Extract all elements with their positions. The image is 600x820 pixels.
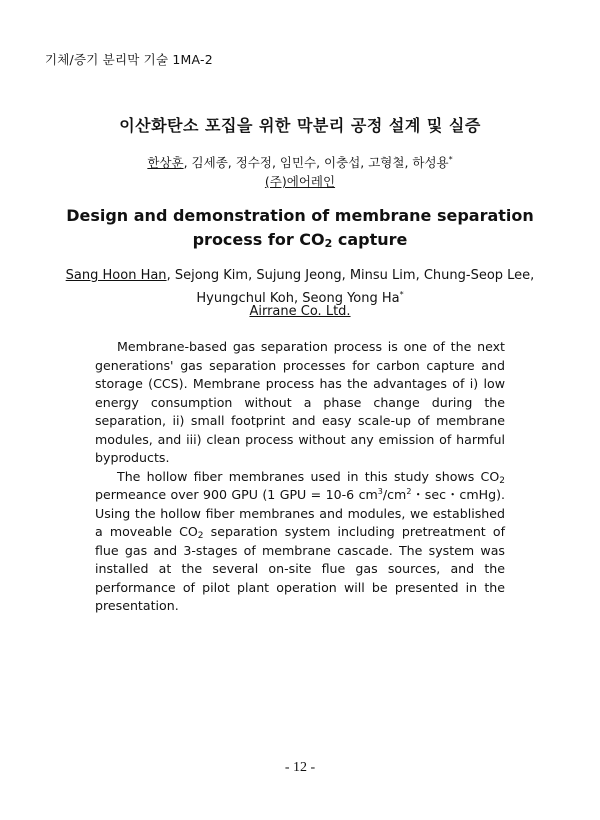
korean-title: 이산화탄소 포집을 위한 막분리 공정 설계 및 실증 [119,116,481,135]
abstract-p2-sub-1: 2 [499,475,505,486]
abstract-p2-text-d: ・sec・cmHg). Using the hollow fiber membranes and modules, we established a moveable CO [95,487,505,539]
page-number: - 12 - [284,760,316,775]
english-title-line2-pre: process for CO [192,230,325,249]
english-title-line1: Design and demonstration of membrane separation [66,206,534,225]
english-coauthors-line2: Hyungchul Koh, Seong Yong Ha [196,291,400,306]
english-title-line2-post: capture [332,230,408,249]
abstract-p2-sup-2: 2 [406,487,412,496]
abstract-body [95,338,505,616]
abstract-p2-text-c: /cm [382,487,407,502]
abstract-p2-sup-1: 3 [377,487,383,496]
english-affiliation [0,304,600,319]
korean-affiliation-text: (주)에어레인 [264,174,336,189]
english-presenting-author: Sang Hoon Han [65,268,167,283]
session-header: 기체/증기 분리막 기술 1MA-2 [45,52,213,67]
english-title-subscript: 2 [324,237,333,250]
english-title [0,204,600,256]
english-corresponding-mark: * [399,290,404,299]
korean-coauthors: , 김세종, 정수정, 임민수, 이충섭, 고형철, 하성용 [183,155,449,170]
abstract-p2-text-a: The hollow fiber membranes used in this study shows CO [117,468,500,484]
abstract-paragraph-2 [95,468,505,616]
english-affiliation-text: Airrane Co. Ltd. [249,304,351,319]
english-authors-line1 [0,266,600,285]
korean-authors [0,153,600,171]
korean-affiliation [0,172,600,190]
abstract-p2-text-b: permeance over 900 GPU (1 GPU = 10-6 cm [95,487,378,502]
english-coauthors-line1: , Sejong Kim, Sujung Jeong, Minsu Lim, Chung-Seop Lee, [166,268,535,283]
korean-presenting-author: 한상훈 [147,155,184,170]
abstract-p2-sub-2: 2 [197,531,204,541]
abstract-p2-text-e: separation system including pretreatment of flue gas and 3-stages of membrane cascade. The system was installed at the several on-site flue gas sources, and the performance of pilot plant operation will be presented in the presentation. [95,524,505,613]
english-authors [0,266,600,308]
abstract-paragraph-1: Membrane-based gas separation process is one of the next generations' gas separation processes for carbon capture and storage (CCS). Membrane process has the advantages of i) low energy consumption without a phase change during the separation, ii) small footprint and easy scale-up of membrane modules, and iii) clean process without any emission of harmful byproducts. [95,339,505,465]
english-title-line2 [0,228,600,256]
corresponding-author-mark: * [448,155,453,164]
